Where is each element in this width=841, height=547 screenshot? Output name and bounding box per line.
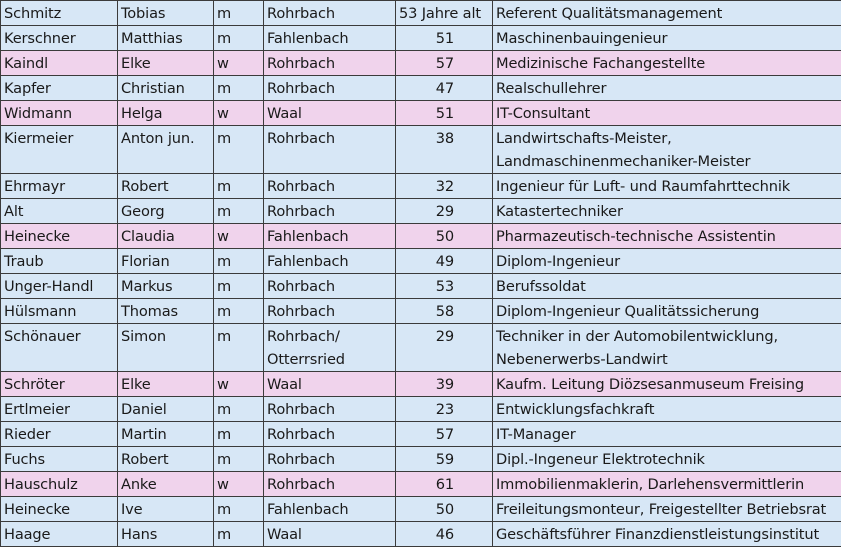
first-name-cell: Ive bbox=[118, 497, 214, 522]
table-row bbox=[1, 422, 841, 447]
first-name-cell: Elke bbox=[118, 372, 214, 397]
first-name-cell: Robert bbox=[118, 174, 214, 199]
first-name-cell: Elke bbox=[118, 51, 214, 76]
last-name-cell: Schönauer bbox=[1, 324, 118, 372]
last-name-cell: Widmann bbox=[1, 101, 118, 126]
first-name-cell: Matthias bbox=[118, 26, 214, 51]
gender-cell: w bbox=[214, 101, 264, 126]
table-row bbox=[1, 324, 841, 372]
last-name-cell: Unger-Handl bbox=[1, 274, 118, 299]
last-name-cell: Kaindl bbox=[1, 51, 118, 76]
place-cell: Waal bbox=[264, 522, 396, 547]
gender-cell: m bbox=[214, 522, 264, 547]
profession-cell: Ingenieur für Luft- und Raumfahrttechnik bbox=[493, 174, 841, 199]
table-row bbox=[1, 274, 841, 299]
profession-cell: Entwicklungsfachkraft bbox=[493, 397, 841, 422]
first-name-cell: Hans bbox=[118, 522, 214, 547]
profession-cell: Berufssoldat bbox=[493, 274, 841, 299]
profession-cell: Dipl.-Ingeneur Elektrotechnik bbox=[493, 447, 841, 472]
place-cell: Rohrbach/ Otterrsried bbox=[264, 324, 396, 372]
age-cell: 57 bbox=[396, 51, 493, 76]
profession-cell: Immobilienmaklerin, Darlehensvermittlerin bbox=[493, 472, 841, 497]
last-name-cell: Schröter bbox=[1, 372, 118, 397]
last-name-cell: Heinecke bbox=[1, 497, 118, 522]
gender-cell: m bbox=[214, 249, 264, 274]
first-name-cell: Tobias bbox=[118, 1, 214, 26]
age-cell: 47 bbox=[396, 76, 493, 101]
place-cell: Rohrbach bbox=[264, 299, 396, 324]
first-name-cell: Martin bbox=[118, 422, 214, 447]
profession-cell: Geschäftsführer Finanzdienstleistungsinstitut bbox=[493, 522, 841, 547]
place-cell: Waal bbox=[264, 372, 396, 397]
profession-cell: Landwirtschafts-Meister, Landmaschinenmechaniker-Meister bbox=[493, 126, 841, 174]
profession-cell: Realschullehrer bbox=[493, 76, 841, 101]
age-cell: 39 bbox=[396, 372, 493, 397]
first-name-cell: Robert bbox=[118, 447, 214, 472]
age-cell: 49 bbox=[396, 249, 493, 274]
table-row bbox=[1, 174, 841, 199]
age-cell: 32 bbox=[396, 174, 493, 199]
profession-cell: Katastertechniker bbox=[493, 199, 841, 224]
gender-cell: m bbox=[214, 274, 264, 299]
first-name-cell: Markus bbox=[118, 274, 214, 299]
place-cell: Rohrbach bbox=[264, 274, 396, 299]
place-cell: Rohrbach bbox=[264, 76, 396, 101]
table-row bbox=[1, 76, 841, 101]
profession-cell: IT-Manager bbox=[493, 422, 841, 447]
profession-cell: IT-Consultant bbox=[493, 101, 841, 126]
table-row bbox=[1, 249, 841, 274]
place-cell: Fahlenbach bbox=[264, 249, 396, 274]
last-name-cell: Traub bbox=[1, 249, 118, 274]
gender-cell: m bbox=[214, 26, 264, 51]
gender-cell: m bbox=[214, 422, 264, 447]
table-row bbox=[1, 447, 841, 472]
age-cell: 50 bbox=[396, 497, 493, 522]
profession-cell: Maschinenbauingenieur bbox=[493, 26, 841, 51]
profession-cell: Diplom-Ingenieur bbox=[493, 249, 841, 274]
profession-cell: Referent Qualitätsmanagement bbox=[493, 1, 841, 26]
last-name-cell: Rieder bbox=[1, 422, 118, 447]
place-cell: Rohrbach bbox=[264, 1, 396, 26]
place-cell: Fahlenbach bbox=[264, 497, 396, 522]
gender-cell: w bbox=[214, 472, 264, 497]
last-name-cell: Alt bbox=[1, 199, 118, 224]
first-name-cell: Daniel bbox=[118, 397, 214, 422]
last-name-cell: Fuchs bbox=[1, 447, 118, 472]
age-cell: 57 bbox=[396, 422, 493, 447]
table-row bbox=[1, 372, 841, 397]
table-row bbox=[1, 51, 841, 76]
place-cell: Fahlenbach bbox=[264, 26, 396, 51]
age-cell: 23 bbox=[396, 397, 493, 422]
first-name-cell: Helga bbox=[118, 101, 214, 126]
gender-cell: m bbox=[214, 1, 264, 26]
last-name-cell: Hauschulz bbox=[1, 472, 118, 497]
table-row bbox=[1, 397, 841, 422]
age-cell: 46 bbox=[396, 522, 493, 547]
profession-cell: Diplom-Ingenieur Qualitätssicherung bbox=[493, 299, 841, 324]
first-name-cell: Florian bbox=[118, 249, 214, 274]
gender-cell: m bbox=[214, 199, 264, 224]
table-row bbox=[1, 26, 841, 51]
place-cell: Rohrbach bbox=[264, 447, 396, 472]
profession-cell: Freileitungsmonteur, Freigestellter Betriebsrat bbox=[493, 497, 841, 522]
gender-cell: m bbox=[214, 324, 264, 372]
place-cell: Rohrbach bbox=[264, 199, 396, 224]
age-cell: 51 bbox=[396, 26, 493, 51]
gender-cell: m bbox=[214, 126, 264, 174]
place-cell: Rohrbach bbox=[264, 422, 396, 447]
place-cell: Rohrbach bbox=[264, 472, 396, 497]
age-cell: 59 bbox=[396, 447, 493, 472]
profession-cell: Techniker in der Automobilentwicklung, Nebenerwerbs-Landwirt bbox=[493, 324, 841, 372]
profession-cell: Medizinische Fachangestellte bbox=[493, 51, 841, 76]
last-name-cell: Heinecke bbox=[1, 224, 118, 249]
first-name-cell: Simon bbox=[118, 324, 214, 372]
age-cell: 51 bbox=[396, 101, 493, 126]
table-row bbox=[1, 101, 841, 126]
last-name-cell: Hülsmann bbox=[1, 299, 118, 324]
last-name-cell: Schmitz bbox=[1, 1, 118, 26]
profession-cell: Kaufm. Leitung Diözsesanmuseum Freising bbox=[493, 372, 841, 397]
first-name-cell: Georg bbox=[118, 199, 214, 224]
table-row bbox=[1, 522, 841, 547]
place-cell: Waal bbox=[264, 101, 396, 126]
table-row bbox=[1, 472, 841, 497]
gender-cell: m bbox=[214, 299, 264, 324]
table-body bbox=[1, 1, 841, 547]
age-cell: 53 Jahre alt bbox=[396, 1, 493, 26]
table-row bbox=[1, 1, 841, 26]
table-row bbox=[1, 126, 841, 174]
profession-cell: Pharmazeutisch-technische Assistentin bbox=[493, 224, 841, 249]
age-cell: 29 bbox=[396, 199, 493, 224]
gender-cell: m bbox=[214, 397, 264, 422]
age-cell: 53 bbox=[396, 274, 493, 299]
place-cell: Rohrbach bbox=[264, 397, 396, 422]
last-name-cell: Ehrmayr bbox=[1, 174, 118, 199]
place-cell: Rohrbach bbox=[264, 126, 396, 174]
table-row bbox=[1, 497, 841, 522]
age-cell: 58 bbox=[396, 299, 493, 324]
gender-cell: w bbox=[214, 51, 264, 76]
gender-cell: w bbox=[214, 372, 264, 397]
first-name-cell: Anke bbox=[118, 472, 214, 497]
gender-cell: m bbox=[214, 76, 264, 101]
first-name-cell: Christian bbox=[118, 76, 214, 101]
table-row bbox=[1, 299, 841, 324]
table-row bbox=[1, 224, 841, 249]
gender-cell: m bbox=[214, 497, 264, 522]
place-cell: Rohrbach bbox=[264, 51, 396, 76]
last-name-cell: Haage bbox=[1, 522, 118, 547]
age-cell: 38 bbox=[396, 126, 493, 174]
first-name-cell: Anton jun. bbox=[118, 126, 214, 174]
gender-cell: m bbox=[214, 174, 264, 199]
age-cell: 61 bbox=[396, 472, 493, 497]
first-name-cell: Thomas bbox=[118, 299, 214, 324]
last-name-cell: Kerschner bbox=[1, 26, 118, 51]
table-row bbox=[1, 199, 841, 224]
place-cell: Fahlenbach bbox=[264, 224, 396, 249]
place-cell: Rohrbach bbox=[264, 174, 396, 199]
gender-cell: w bbox=[214, 224, 264, 249]
first-name-cell: Claudia bbox=[118, 224, 214, 249]
age-cell: 29 bbox=[396, 324, 493, 372]
last-name-cell: Kapfer bbox=[1, 76, 118, 101]
age-cell: 50 bbox=[396, 224, 493, 249]
gender-cell: m bbox=[214, 447, 264, 472]
last-name-cell: Ertlmeier bbox=[1, 397, 118, 422]
last-name-cell: Kiermeier bbox=[1, 126, 118, 174]
